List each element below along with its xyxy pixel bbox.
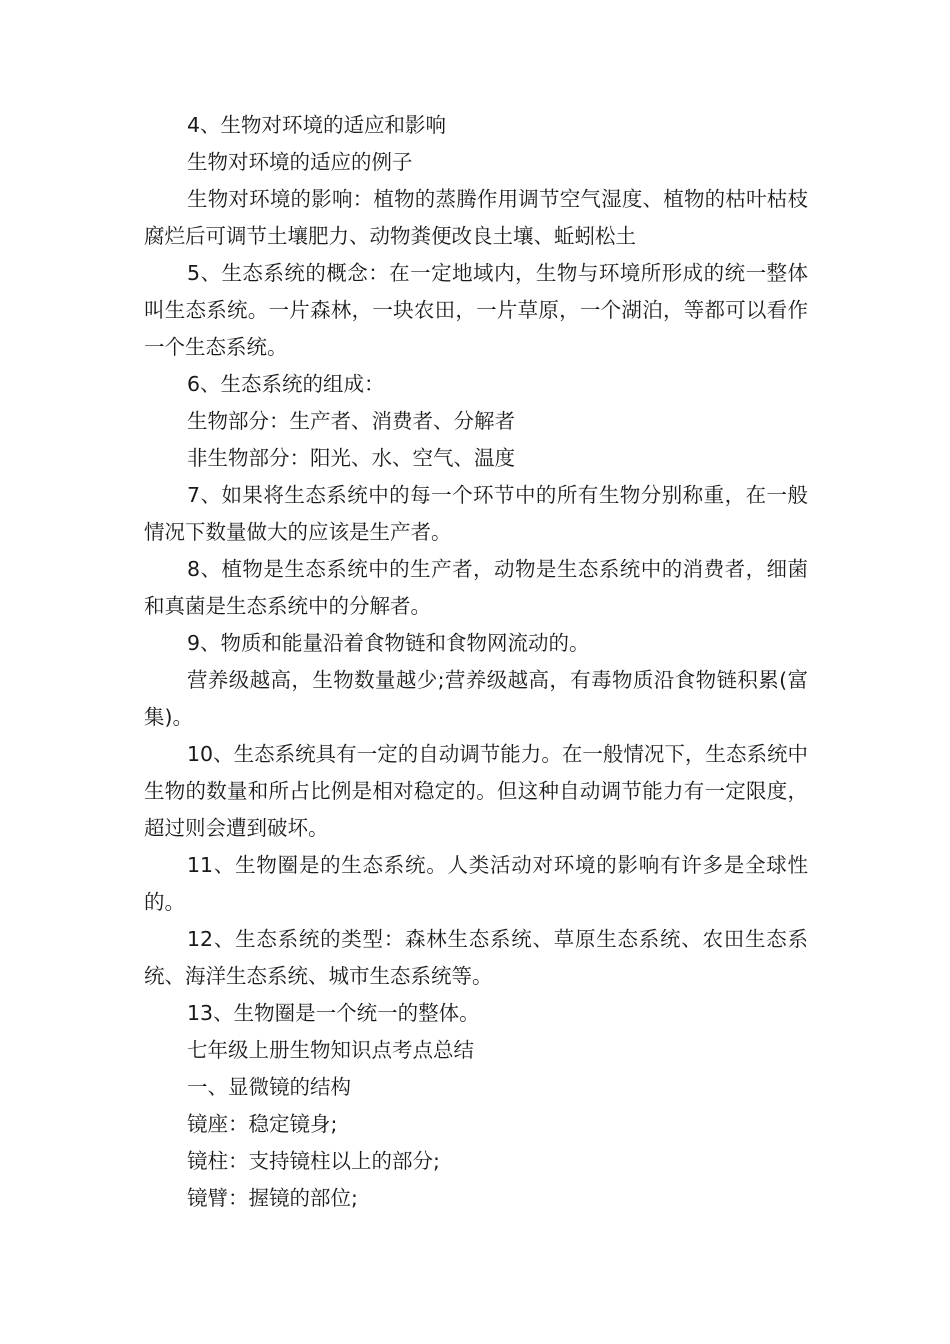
- document-body: [144, 107, 808, 1217]
- paragraph-biotic-part: 生物部分：生产者、消费者、分解者: [187, 409, 515, 433]
- paragraph-ecosystem-types: 12、生态系统的类型：森林生态系统、草原生态系统、农田生态系统、海洋生态系统、城市生态系统等。: [144, 927, 808, 988]
- paragraph-weighing: 7、如果将生态系统中的每一个环节中的所有生物分别称重，在一般情况下数量做大的应该是生产者。: [144, 483, 808, 544]
- paragraph-ecosystem-composition: 6、生态系统的组成：: [187, 372, 385, 396]
- paragraph-adaptation-heading: 4、生物对环境的适应和影响: [187, 113, 447, 137]
- paragraph-biosphere-whole: 13、生物圈是一个统一的整体。: [187, 1001, 480, 1025]
- paragraph-biosphere: 11、生物圈是的生态系统。人类活动对环境的影响有许多是全球性的。: [144, 853, 808, 914]
- paragraph-microscope-arm: 镜臂：握镜的部位;: [187, 1186, 358, 1210]
- paragraph-influence: 生物对环境的影响：植物的蒸腾作用调节空气湿度、植物的枯叶枯枝腐烂后可调节土壤肥力、动物粪便改良土壤、蚯蚓松土: [144, 187, 808, 248]
- paragraph-adaptation-examples: 生物对环境的适应的例子: [187, 150, 413, 174]
- paragraph-roles: 8、植物是生态系统中的生产者，动物是生态系统中的消费者，细菌和真菌是生态系统中的分解者。: [144, 557, 808, 618]
- paragraph-microscope-heading: 一、显微镜的结构: [187, 1075, 351, 1099]
- paragraph-microscope-base: 镜座：稳定镜身;: [187, 1112, 338, 1136]
- paragraph-abiotic-part: 非生物部分：阳光、水、空气、温度: [187, 446, 515, 470]
- paragraph-trophic-level: 营养级越高，生物数量越少;营养级越高，有毒物质沿食物链积累(富集)。: [144, 668, 808, 729]
- paragraph-ecosystem-concept: 5、生态系统的概念：在一定地域内，生物与环境所形成的统一整体叫生态系统。一片森林，一块农田，一片草原，一个湖泊，等都可以看作一个生态系统。: [144, 261, 808, 359]
- paragraph-section-title: 七年级上册生物知识点考点总结: [187, 1038, 474, 1062]
- paragraph-microscope-pillar: 镜柱：支持镜柱以上的部分;: [187, 1149, 440, 1173]
- paragraph-food-chain: 9、物质和能量沿着食物链和食物网流动的。: [187, 631, 590, 655]
- paragraph-self-regulation: 10、生态系统具有一定的自动调节能力。在一般情况下，生态系统中生物的数量和所占比例是相对稳定的。但这种自动调节能力有一定限度，超过则会遭到破坏。: [144, 742, 808, 840]
